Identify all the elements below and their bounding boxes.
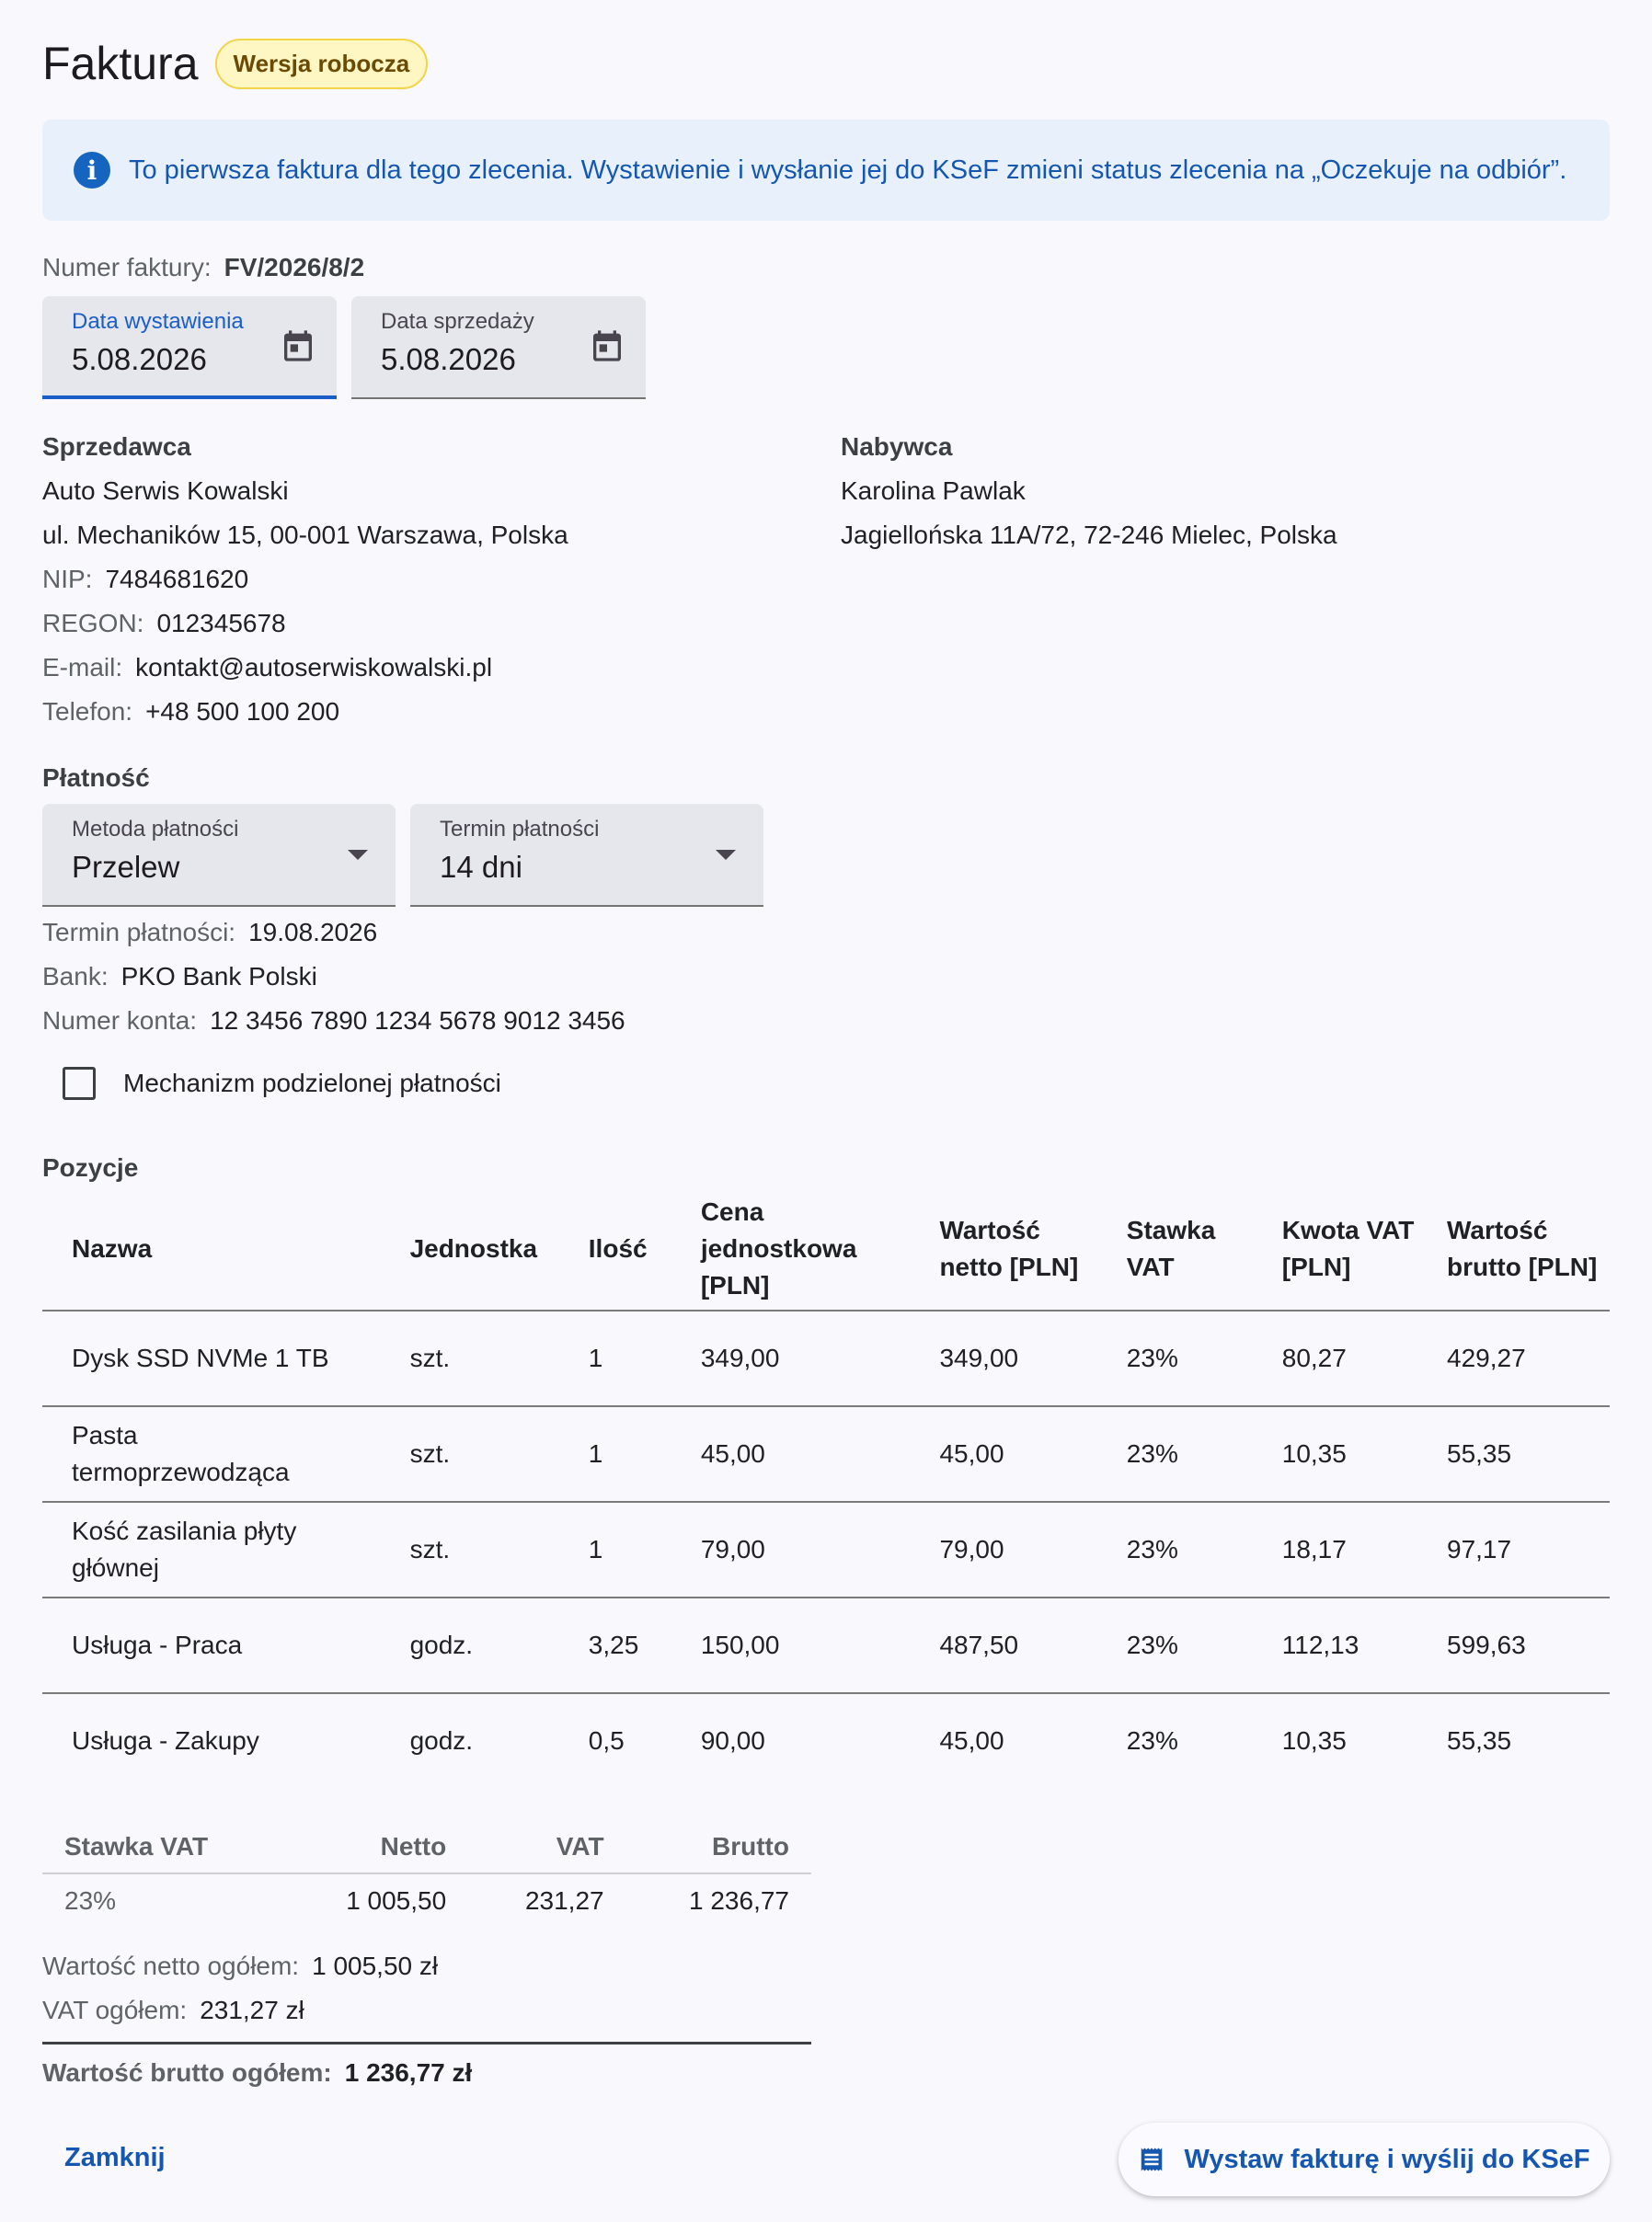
email-label: E-mail:	[42, 653, 123, 681]
vat-summary-table	[42, 1821, 811, 1928]
summary-gross: 1 236,77	[689, 1886, 789, 1915]
submit-ksef-label: Wystaw fakturę i wyślij do KSeF	[1184, 2144, 1590, 2174]
calendar-icon[interactable]	[280, 326, 316, 366]
item-net-value: 45,00	[910, 1406, 1096, 1502]
vat-total-value: 231,27 zł	[200, 1996, 304, 2024]
payment-term-value: 14 dni	[440, 850, 522, 884]
gross-total-value: 1 236,77 zł	[344, 2058, 473, 2087]
item-unit: szt.	[381, 1406, 559, 1502]
summary-row	[42, 1873, 811, 1928]
summary-header-vat: VAT	[468, 1821, 625, 1873]
payment-term-select[interactable]	[410, 804, 763, 907]
sale-date-value: 5.08.2026	[381, 342, 516, 376]
item-vat-amount: 10,35	[1281, 1726, 1347, 1755]
sale-date-field[interactable]	[351, 296, 646, 399]
item-unit: szt.	[381, 1311, 559, 1406]
items-heading: Pozycje	[42, 1153, 139, 1182]
summary-vat: 231,27	[524, 1886, 604, 1915]
item-gross-value: 55,35	[1417, 1406, 1610, 1502]
buyer-address: Jagiellońska 11A/72, 72-246 Mielec, Polska	[841, 521, 1337, 549]
item-name: Dysk SSD NVMe 1 TB	[42, 1311, 381, 1406]
regon-label: REGON:	[42, 609, 144, 637]
table-row	[42, 1406, 1610, 1502]
items-table	[42, 1188, 1610, 1788]
vat-total-row	[42, 1996, 304, 2025]
close-button[interactable]: Zamknij	[64, 2143, 166, 2172]
gross-total-row	[42, 2058, 472, 2088]
item-quantity: 0,5	[588, 1726, 625, 1755]
status-badge: Wersja robocza	[215, 39, 429, 89]
column-header-vat-rate: Stawka VAT	[1097, 1188, 1253, 1311]
item-vat-amount: 18,17	[1253, 1502, 1417, 1598]
nip-value: 7484681620	[105, 565, 249, 593]
phone-value: +48 500 100 200	[145, 697, 340, 726]
buyer-name: Karolina Pawlak	[841, 476, 1026, 505]
item-quantity: 1	[559, 1502, 671, 1598]
payment-term-label: Termin płatności	[440, 817, 600, 842]
invoice-number-row	[42, 253, 364, 282]
vat-total-label: VAT ogółem:	[42, 1996, 188, 2024]
item-vat-amount: 10,35	[1253, 1406, 1417, 1502]
invoice-number-label: Numer faktury:	[42, 253, 212, 281]
column-header-unit: Jednostka	[381, 1188, 559, 1311]
column-header-quantity: Ilość	[559, 1188, 671, 1311]
split-payment-checkbox[interactable]	[63, 1067, 96, 1100]
net-total-label: Wartość netto ogółem:	[42, 1952, 300, 1980]
item-unit: szt.	[381, 1502, 559, 1598]
account-value: 12 3456 7890 1234 5678 9012 3456	[210, 1006, 625, 1035]
table-row	[42, 1598, 1610, 1693]
due-date-row	[42, 918, 377, 947]
calendar-icon[interactable]	[589, 326, 625, 366]
dropdown-caret-icon[interactable]	[348, 850, 368, 860]
item-unit: godz.	[381, 1598, 559, 1693]
item-vat-rate: 23%	[1097, 1311, 1253, 1406]
seller-heading: Sprzedawca	[42, 432, 191, 461]
item-vat-rate: 23%	[1097, 1598, 1253, 1693]
items-header-row	[42, 1188, 1610, 1311]
item-name: Usługa - Praca	[42, 1598, 381, 1693]
phone-label: Telefon:	[42, 697, 133, 726]
email-value: kontakt@autoserwiskowalski.pl	[135, 653, 493, 681]
table-row	[42, 1502, 1610, 1598]
payment-method-value: Przelew	[72, 850, 180, 884]
seller-email-row	[42, 653, 492, 682]
column-header-unit-price: Cena jednostkowa [PLN]	[671, 1188, 911, 1311]
item-quantity: 3,25	[559, 1598, 671, 1693]
summary-rate: 23%	[64, 1886, 117, 1915]
receipt-icon	[1138, 2144, 1165, 2175]
payment-heading: Płatność	[42, 763, 150, 792]
item-gross-value: 55,35	[1447, 1726, 1512, 1755]
summary-net: 1 005,50	[346, 1886, 447, 1915]
item-unit-price: 79,00	[671, 1502, 911, 1598]
info-banner-text: To pierwsza faktura dla tego zlecenia. Wystawienie i wysłanie jej do KSeF zmieni status zlecenia na „Oczekuje na odbiór”.	[129, 155, 1567, 185]
dropdown-caret-icon[interactable]	[716, 850, 736, 860]
account-label: Numer konta:	[42, 1006, 198, 1035]
seller-phone-row	[42, 697, 339, 727]
invoice-number: FV/2026/8/2	[224, 253, 365, 281]
seller-address: ul. Mechaników 15, 00-001 Warszawa, Polska	[42, 521, 568, 549]
item-unit-price: 150,00	[671, 1598, 911, 1693]
item-quantity: 1	[559, 1406, 671, 1502]
payment-method-select[interactable]	[42, 804, 396, 907]
header	[42, 37, 428, 90]
info-icon: i	[74, 152, 110, 189]
info-banner	[42, 120, 1610, 221]
column-header-name: Nazwa	[42, 1188, 381, 1311]
bank-row	[42, 962, 317, 991]
account-row	[42, 1006, 625, 1036]
item-quantity: 1	[559, 1311, 671, 1406]
payment-method-label: Metoda płatności	[72, 817, 239, 842]
item-unit: godz.	[409, 1726, 474, 1755]
item-unit-price: 349,00	[671, 1311, 911, 1406]
item-net-value: 45,00	[939, 1726, 1004, 1755]
item-name: Kość zasilania płyty głównej	[42, 1502, 381, 1598]
item-gross-value: 429,27	[1417, 1311, 1610, 1406]
item-vat-amount: 112,13	[1253, 1598, 1417, 1693]
net-total-row	[42, 1952, 438, 1981]
item-vat-rate: 23%	[1097, 1406, 1253, 1502]
table-row	[42, 1693, 1610, 1788]
column-header-gross-value: Wartość brutto [PLN]	[1417, 1188, 1610, 1311]
table-row	[42, 1311, 1610, 1406]
item-net-value: 79,00	[910, 1502, 1096, 1598]
column-header-vat-amount: Kwota VAT [PLN]	[1253, 1188, 1417, 1311]
item-unit-price: 90,00	[700, 1726, 765, 1755]
issue-date-value: 5.08.2026	[72, 342, 207, 376]
summary-header-row	[42, 1821, 811, 1873]
item-vat-amount: 80,27	[1253, 1311, 1417, 1406]
regon-value: 012345678	[156, 609, 286, 637]
gross-total-label: Wartość brutto ogółem:	[42, 2058, 332, 2087]
item-vat-rate: 23%	[1126, 1726, 1178, 1755]
page-title: Faktura	[42, 38, 199, 89]
summary-header-gross: Brutto	[626, 1821, 811, 1873]
item-name: Usługa - Zakupy	[72, 1726, 259, 1755]
item-vat-rate: 23%	[1097, 1502, 1253, 1598]
summary-header-net: Netto	[283, 1821, 468, 1873]
item-net-value: 487,50	[910, 1598, 1096, 1693]
split-payment-label: Mechanizm podzielonej płatności	[123, 1069, 501, 1097]
sale-date-label: Data sprzedaży	[381, 309, 534, 334]
issue-date-field[interactable]	[42, 296, 337, 399]
due-date-label: Termin płatności:	[42, 918, 236, 946]
submit-ksef-button[interactable]	[1119, 2123, 1610, 2196]
seller-name: Auto Serwis Kowalski	[42, 476, 289, 505]
net-total-value: 1 005,50 zł	[312, 1952, 439, 1980]
buyer-heading: Nabywca	[841, 432, 953, 461]
item-gross-value: 97,17	[1417, 1502, 1610, 1598]
due-date-value: 19.08.2026	[248, 918, 378, 946]
item-name: Pasta termoprzewodząca	[42, 1406, 381, 1502]
bank-label: Bank:	[42, 962, 109, 991]
issue-date-label: Data wystawienia	[72, 309, 244, 334]
column-header-net-value: Wartość netto [PLN]	[910, 1188, 1096, 1311]
item-net-value: 349,00	[910, 1311, 1096, 1406]
nip-label: NIP:	[42, 565, 93, 593]
item-gross-value: 599,63	[1417, 1598, 1610, 1693]
totals-divider	[42, 2042, 811, 2044]
bank-value: PKO Bank Polski	[120, 962, 317, 991]
seller-regon-row	[42, 609, 286, 638]
seller-nip-row	[42, 565, 248, 594]
summary-header-rate: Stawka VAT	[42, 1821, 283, 1873]
item-unit-price: 45,00	[671, 1406, 911, 1502]
